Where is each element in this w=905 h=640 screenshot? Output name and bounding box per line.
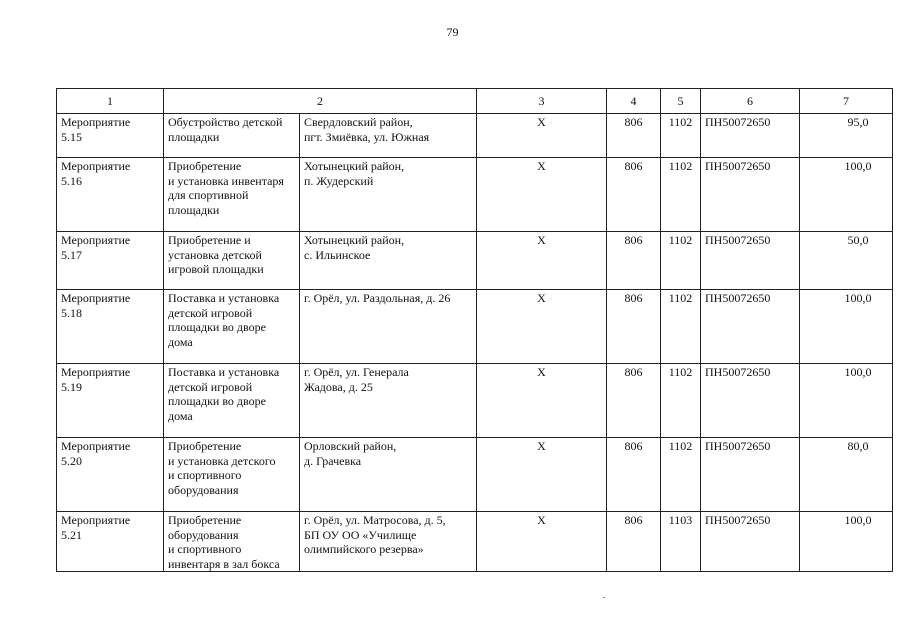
col4-cell-value: 806 — [624, 365, 643, 379]
amount-cell-value: 100,0 — [844, 291, 872, 305]
header-col-2: 2 — [164, 89, 477, 114]
col6-cell — [701, 114, 800, 158]
measure-location-cell-line: БП ОУ ОО «Училище — [304, 527, 417, 542]
measure-description-cell-line: детской игровой — [168, 379, 253, 394]
amount-cell — [800, 512, 893, 572]
measure-location-cell-line: пгт. Змиёвка, ул. Южная — [304, 129, 430, 144]
measure-name-cell-line: Мероприятие — [61, 513, 131, 527]
col3-cell — [477, 158, 607, 232]
measure-description-cell-line: и спортивного — [168, 542, 242, 556]
measure-description-cell-line: и установка инвентаря — [168, 173, 284, 188]
measure-description-cell-line: и установка детского — [168, 453, 276, 468]
measure-description-cell — [164, 232, 300, 290]
col6-cell-value: ПН50072650 — [705, 159, 771, 173]
measure-location-cell-line: Свердловский район, — [304, 115, 413, 129]
table-row — [57, 512, 893, 572]
measure-description-cell-line: оборудования — [168, 482, 239, 497]
col5-cell — [661, 438, 701, 512]
page-number: 79 — [446, 25, 459, 39]
measure-description-cell — [164, 158, 300, 232]
measure-location-cell-line: Орловский район, — [304, 439, 397, 453]
col4-cell — [607, 512, 661, 572]
col6-cell — [701, 438, 800, 512]
measure-description-cell — [164, 364, 300, 438]
col6-cell-value: ПН50072650 — [705, 291, 771, 305]
amount-cell — [800, 364, 893, 438]
measure-name-cell-line: Мероприятие — [61, 291, 131, 305]
measure-description-cell-line: дома — [168, 408, 193, 423]
measure-name-cell-line: Мероприятие — [61, 115, 131, 129]
col5-cell-value: 1102 — [668, 439, 693, 453]
col3-cell — [477, 438, 607, 512]
col4-cell — [607, 290, 661, 364]
measure-location-cell-line: г. Орёл, ул. Матросова, д. 5, — [304, 513, 446, 527]
amount-cell — [800, 290, 893, 364]
measure-description-cell-line: установка детской — [168, 247, 262, 262]
col3-cell — [477, 290, 607, 364]
col3-cell-value: Х — [537, 439, 546, 453]
measure-description-cell-line: Приобретение — [168, 513, 242, 527]
header-col-5: 5 — [661, 89, 701, 114]
col5-cell — [661, 290, 701, 364]
measure-name-cell-line: 5.19 — [61, 379, 82, 394]
col6-cell-value: ПН50072650 — [705, 233, 771, 247]
col4-cell — [607, 232, 661, 290]
col3-cell — [477, 232, 607, 290]
col5-cell — [661, 364, 701, 438]
table-row — [57, 114, 893, 158]
col4-cell-value: 806 — [624, 513, 643, 527]
measure-location-cell — [300, 512, 477, 572]
col6-cell — [701, 232, 800, 290]
col4-cell-value: 806 — [624, 291, 643, 305]
col4-cell-value: 806 — [624, 115, 643, 129]
measure-name-cell-line: 5.20 — [61, 453, 82, 468]
measure-description-cell-line: Обустройство детской — [168, 115, 283, 129]
table-row — [57, 232, 893, 290]
measure-description-cell — [164, 438, 300, 512]
measure-description-cell-line: для спортивной — [168, 188, 249, 202]
col3-cell-value: Х — [537, 513, 546, 527]
measure-name-cell — [57, 114, 164, 158]
measure-description-cell-line: дома — [168, 334, 193, 349]
col4-cell-value: 806 — [624, 159, 643, 173]
col6-cell — [701, 158, 800, 232]
amount-cell-value: 50,0 — [847, 233, 869, 247]
amount-cell — [800, 114, 893, 158]
col4-cell — [607, 364, 661, 438]
col6-cell — [701, 290, 800, 364]
col6-cell-value: ПН50072650 — [705, 439, 771, 453]
measure-name-cell-line: 5.21 — [61, 527, 82, 542]
col6-cell-value: ПН50072650 — [705, 115, 771, 129]
measure-location-cell-line: Хотынецкий район, — [304, 233, 405, 247]
measure-description-cell-line: игровой площадки — [168, 262, 264, 276]
col4-cell-value: 806 — [624, 233, 643, 247]
table-row — [57, 158, 893, 232]
measure-description-cell — [164, 512, 300, 572]
measure-description-cell-line: Поставка и установка — [168, 291, 280, 305]
measure-description-cell — [164, 290, 300, 364]
header-col-7: 7 — [800, 89, 893, 114]
measure-location-cell-line: с. Ильинское — [304, 247, 371, 262]
measure-name-cell — [57, 438, 164, 512]
measure-location-cell-line: Жадова, д. 25 — [304, 379, 373, 394]
col5-cell-value: 1102 — [668, 159, 693, 173]
col6-cell-value: ПН50072650 — [705, 365, 771, 379]
measure-location-cell — [300, 438, 477, 512]
measure-location-cell — [300, 158, 477, 232]
table-row — [57, 364, 893, 438]
amount-cell-value: 100,0 — [844, 513, 872, 527]
col5-cell-value: 1102 — [668, 115, 693, 129]
measure-description-cell-line: оборудования — [168, 527, 239, 542]
col4-cell-value: 806 — [624, 439, 643, 453]
measure-location-cell — [300, 232, 477, 290]
measure-description-cell-line: площадки — [168, 202, 220, 217]
measure-description-cell-line: инвентаря в зал бокса — [168, 556, 280, 571]
col6-cell — [701, 512, 800, 572]
amount-cell — [800, 232, 893, 290]
header-col-4: 4 — [607, 89, 661, 114]
header-col-6: 6 — [701, 89, 800, 114]
measure-location-cell-line: п. Жудерский — [304, 173, 374, 188]
scan-speck — [603, 597, 605, 598]
col3-cell-value: Х — [537, 365, 546, 379]
table-row — [57, 438, 893, 512]
measure-name-cell-line: 5.17 — [61, 247, 82, 262]
measure-name-cell — [57, 158, 164, 232]
measure-description-cell-line: детской игровой — [168, 305, 253, 320]
amount-cell-value: 100,0 — [844, 365, 872, 379]
amount-cell-value: 100,0 — [844, 159, 872, 173]
measure-location-cell — [300, 290, 477, 364]
col5-cell — [661, 114, 701, 158]
col3-cell-value: Х — [537, 159, 546, 173]
col3-cell — [477, 512, 607, 572]
col5-cell-value: 1103 — [668, 513, 693, 527]
amount-cell — [800, 158, 893, 232]
col4-cell — [607, 114, 661, 158]
col3-cell-value: Х — [537, 115, 546, 129]
amount-cell-value: 80,0 — [847, 439, 869, 453]
col3-cell-value: Х — [537, 291, 546, 305]
measure-name-cell — [57, 512, 164, 572]
measure-description-cell-line: площадки во дворе — [168, 320, 266, 334]
measure-name-cell-line: 5.18 — [61, 305, 82, 320]
table-row — [57, 290, 893, 364]
measure-description-cell-line: и спортивного — [168, 468, 242, 482]
measure-location-cell — [300, 364, 477, 438]
header-col-3: 3 — [477, 89, 607, 114]
table-header-row — [57, 89, 893, 114]
measure-name-cell — [57, 232, 164, 290]
amount-cell-value: 95,0 — [847, 115, 869, 129]
measure-location-cell-line: Хотынецкий район, — [304, 159, 405, 173]
measure-name-cell — [57, 290, 164, 364]
col5-cell — [661, 232, 701, 290]
col5-cell — [661, 158, 701, 232]
col4-cell — [607, 158, 661, 232]
col5-cell-value: 1102 — [668, 291, 693, 305]
measure-description-cell-line: площадки — [168, 129, 220, 144]
col4-cell — [607, 438, 661, 512]
amount-cell — [800, 438, 893, 512]
measure-location-cell-line: г. Орёл, ул. Генерала — [304, 365, 409, 379]
measure-location-cell-line: г. Орёл, ул. Раздольная, д. 26 — [304, 291, 451, 305]
budget-measures-table — [56, 88, 893, 572]
measure-name-cell-line: Мероприятие — [61, 365, 131, 379]
measure-name-cell-line: Мероприятие — [61, 159, 131, 173]
measure-description-cell-line: площадки во дворе — [168, 394, 266, 408]
col6-cell-value: ПН50072650 — [705, 513, 771, 527]
col5-cell — [661, 512, 701, 572]
measure-location-cell — [300, 114, 477, 158]
measure-description-cell-line: Приобретение и — [168, 233, 251, 247]
measure-name-cell-line: 5.15 — [61, 129, 82, 144]
measure-name-cell-line: Мероприятие — [61, 439, 131, 453]
measure-location-cell-line: д. Грачевка — [304, 453, 362, 468]
measure-location-cell-line: олимпийского резерва» — [304, 542, 424, 556]
col3-cell — [477, 364, 607, 438]
measure-name-cell-line: Мероприятие — [61, 233, 131, 247]
col6-cell — [701, 364, 800, 438]
measure-description-cell-line: Приобретение — [168, 159, 242, 173]
measure-description-cell — [164, 114, 300, 158]
header-col-1: 1 — [57, 89, 164, 114]
measure-name-cell — [57, 364, 164, 438]
col3-cell — [477, 114, 607, 158]
col3-cell-value: Х — [537, 233, 546, 247]
measure-description-cell-line: Поставка и установка — [168, 365, 280, 379]
col5-cell-value: 1102 — [668, 233, 693, 247]
col5-cell-value: 1102 — [668, 365, 693, 379]
measure-description-cell-line: Приобретение — [168, 439, 242, 453]
measure-name-cell-line: 5.16 — [61, 173, 82, 188]
